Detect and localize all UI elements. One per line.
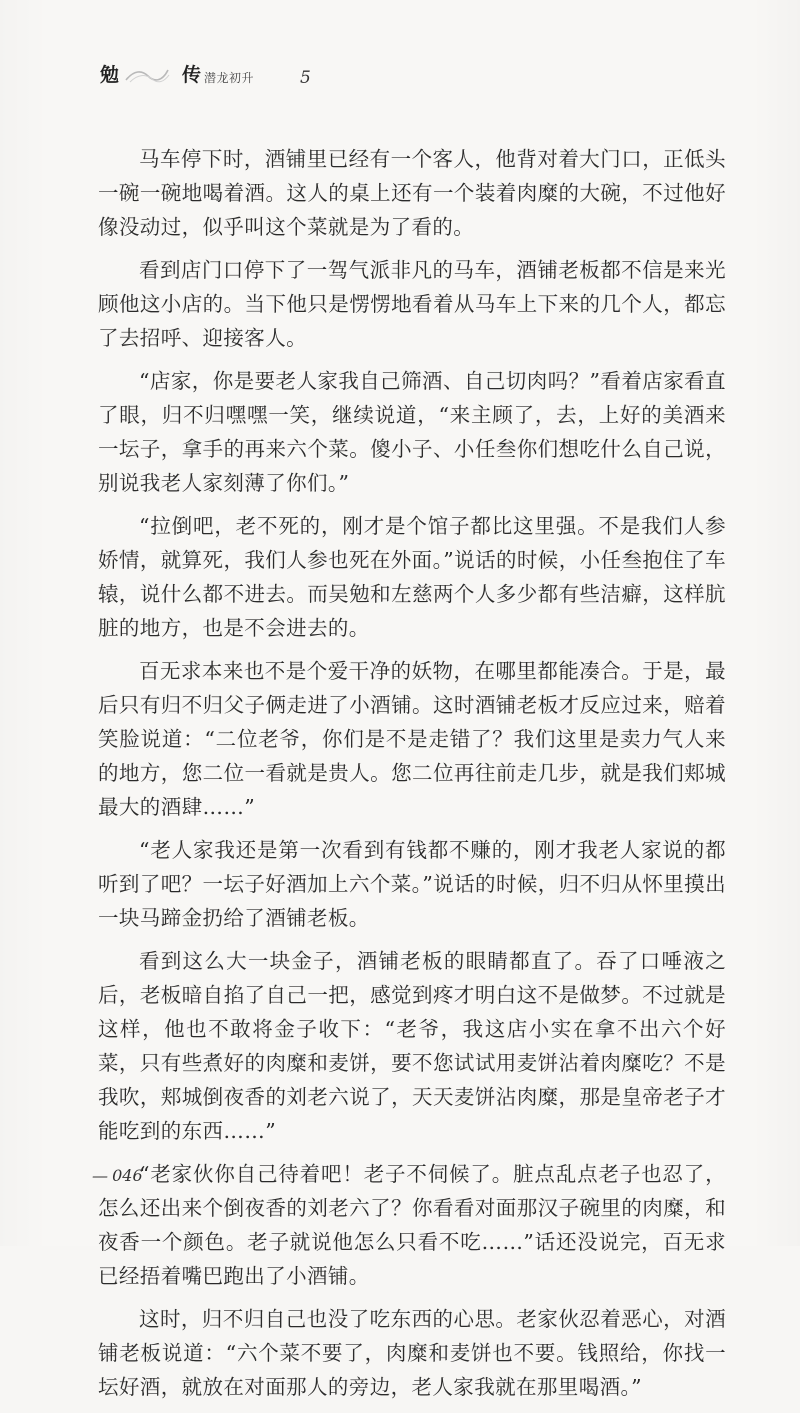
header-series-char-2: 传 <box>182 64 202 86</box>
header-subtitle: 潜龙初升 <box>204 71 255 85</box>
paragraph: 这时，归不归自己也没了吃东西的心思。老家伙忍着恶心，对酒铺老板说道：“六个菜不要了，肉糜和麦饼也不要。钱照给，你找一坛好酒，就放在对面那人的旁边，老人家我就在那里喝酒。” <box>98 1307 726 1399</box>
paragraph: “老人家我还是第一次看到有钱都不赚的，刚才我老人家说的都听到了吧？一坛子好酒加上六个菜。”说话的时候，归不归从怀里摸出一块马蹄金扔给了酒铺老板。 <box>98 838 726 930</box>
paragraph: “店家，你是要老人家我自己筛酒、自己切肉吗？”看着店家看直了眼，归不归嘿嘿一笑，继续说道，“来主顾了，去，上好的美酒来一坛子，拿手的再来六个菜。傻小子、小任叁你们想吃什么自己说，别说我老人家刻薄了你们。” <box>98 369 726 495</box>
paragraph: 看到店门口停下了一驾气派非凡的马车，酒铺老板都不信是来光顾他这小店的。当下他只是愣愣地看着从马车上下来的几个人，都忘了去招呼、迎接客人。 <box>98 258 726 350</box>
page-footer <box>92 1166 143 1185</box>
header-series-char-1: 勉 <box>100 64 121 86</box>
paragraph: 看到这么大一块金子，酒铺老板的眼睛都直了。吞了口唾液之后，老板暗自掐了自己一把，感觉到疼才明白这不是做梦。不过就是这样，他也不敢将金子收下：“老爷，我这店小实在拿不出六个好菜，只有些煮好的肉糜和麦饼，要不您试试用麦饼沾着肉糜吃？不是我吹，郏城倒夜香的刘老六说了，天天麦饼沾肉糜，那是皇帝老子才能吃到的东西……” <box>98 949 726 1143</box>
header-volume-number: 5 <box>300 68 311 88</box>
paragraph: “老家伙你自己待着吧！老子不伺候了。脏点乱点老子也忍了，怎么还出来个倒夜香的刘老六了？你看看对面那汉子碗里的肉糜，和夜香一个颜色。老子就说他怎么只看不吃……”话还没说完，百无求已经捂着嘴巴跑出了小酒铺。 <box>98 1162 726 1288</box>
running-header <box>100 60 311 100</box>
page-number: 046 <box>112 1166 143 1185</box>
footer-dash: — <box>92 1166 107 1185</box>
paragraph: 百无求本来也不是个爱干净的妖物，在哪里都能凑合。于是，最后只有归不归父子俩走进了小酒铺。这时酒铺老板才反应过来，赔着笑脸说道：“二位老爷，你们是不是走错了？我们这里是卖力气人来的地方，您二位一看就是贵人。您二位再往前走几步，就是我们郏城最大的酒肆……” <box>98 659 726 819</box>
header-wave-ornament-icon <box>124 66 170 84</box>
paragraph: “拉倒吧，老不死的，刚才是个馆子都比这里强。不是我们人参娇情，就算死，我们人参也死在外面。”说话的时候，小任叁抱住了车辕，说什么都不进去。而吴勉和左慈两个人多少都有些洁癖，这样肮脏的地方，也是不会进去的。 <box>98 514 726 640</box>
chapter-body <box>98 142 726 1413</box>
paragraph: 马车停下时，酒铺里已经有一个客人，他背对着大门口，正低头一碗一碗地喝着酒。这人的桌上还有一个装着肉糜的大碗，不过他好像没动过，似乎叫这个菜就是为了看的。 <box>98 147 726 239</box>
